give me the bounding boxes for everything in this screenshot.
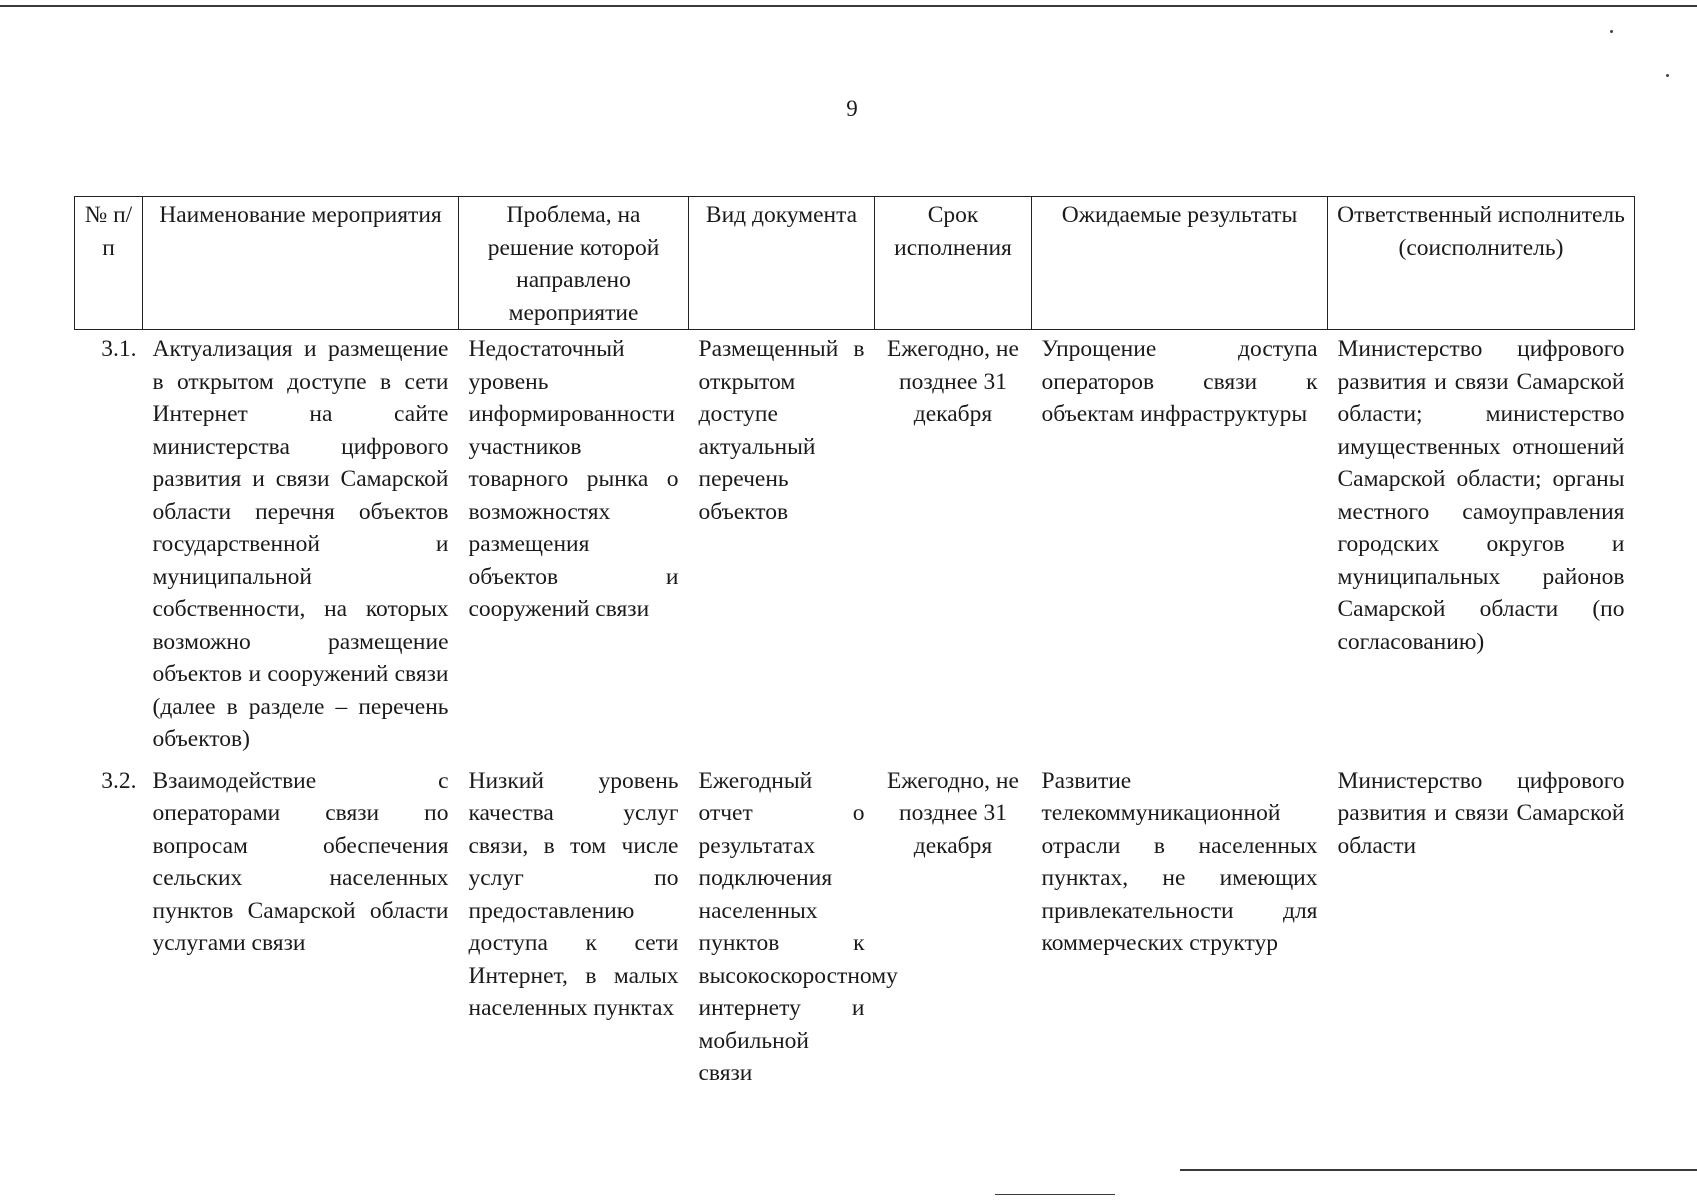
expected-result: Развитие телекоммуникационной отрасли в населенных пунктах, не имеющих привлекательности для коммерческих структур bbox=[1041, 767, 1318, 956]
table-header-row bbox=[75, 197, 1635, 330]
table-row bbox=[75, 762, 1635, 1096]
header-expected-results: Ожидаемые результаты bbox=[1032, 197, 1328, 330]
page-number: 9 bbox=[846, 96, 858, 121]
row-number: 3.1. bbox=[101, 336, 137, 362]
responsible-executor: Министерство цифрового развития и связи Самарской области bbox=[1337, 767, 1625, 859]
header-problem: Проблема, на решение которой направлено мероприятие bbox=[459, 197, 689, 330]
header-responsible: Ответственный исполнитель (соисполнитель) bbox=[1328, 197, 1635, 330]
header-event-name: Наименование мероприятия bbox=[143, 197, 459, 330]
expected-result: Упрощение доступа операторов связи к объектам инфраструктуры bbox=[1041, 336, 1318, 427]
header-document-type: Вид документа bbox=[689, 197, 875, 330]
event-name: Взаимодействие с операторами связи по вопросам обеспечения сельских населенных пунктов Самарской области услугами связи bbox=[152, 767, 449, 956]
document-type: Размещенный в открытом доступе актуальный перечень объектов bbox=[698, 336, 865, 525]
scan-border-bottom bbox=[1180, 1169, 1697, 1171]
deadline: Ежегодно, не позднее 31 декабря bbox=[887, 767, 1019, 859]
document-type: Ежегодный отчет о результатах подключения населенных пунктов к высокоскоростному интернету и мобильной связи bbox=[698, 767, 898, 1086]
event-name: Актуализация и размещение в открытом доступе в сети Интернет на сайте министерства цифрового развития и связи Самарской области перечня объектов государственной и муниципальной собственности, на которых возможно размещение объектов и сооружений связи (далее в разделе – перечень объектов) bbox=[152, 336, 449, 752]
problem: Недостаточный уровень информированности участников товарного рынка о возможностях размещения объектов и сооружений связи bbox=[468, 336, 679, 622]
scan-border-top bbox=[0, 5, 1697, 7]
action-plan-table bbox=[74, 196, 1635, 1096]
scan-border-bottom-fragment bbox=[995, 1194, 1115, 1195]
table-row bbox=[75, 330, 1635, 762]
row-number: 3.2. bbox=[101, 767, 137, 794]
deadline: Ежегодно, не позднее 31 декабря bbox=[887, 336, 1019, 427]
scan-speck bbox=[1610, 30, 1613, 33]
header-deadline: Срок исполнения bbox=[875, 197, 1032, 330]
scan-speck bbox=[1666, 74, 1669, 77]
problem: Низкий уровень качества услуг связи, в том числе услуг по предоставлению доступа к сети Интернет, в малых населенных пунктах bbox=[468, 767, 679, 1021]
header-number: № п/п bbox=[75, 197, 143, 330]
responsible-executor: Министерство цифрового развития и связи Самарской области; министерство имущественных отношений Самарской области; органы местного самоуправления городских округов и муниципальных районов Самарской области (по согласованию) bbox=[1337, 336, 1625, 655]
